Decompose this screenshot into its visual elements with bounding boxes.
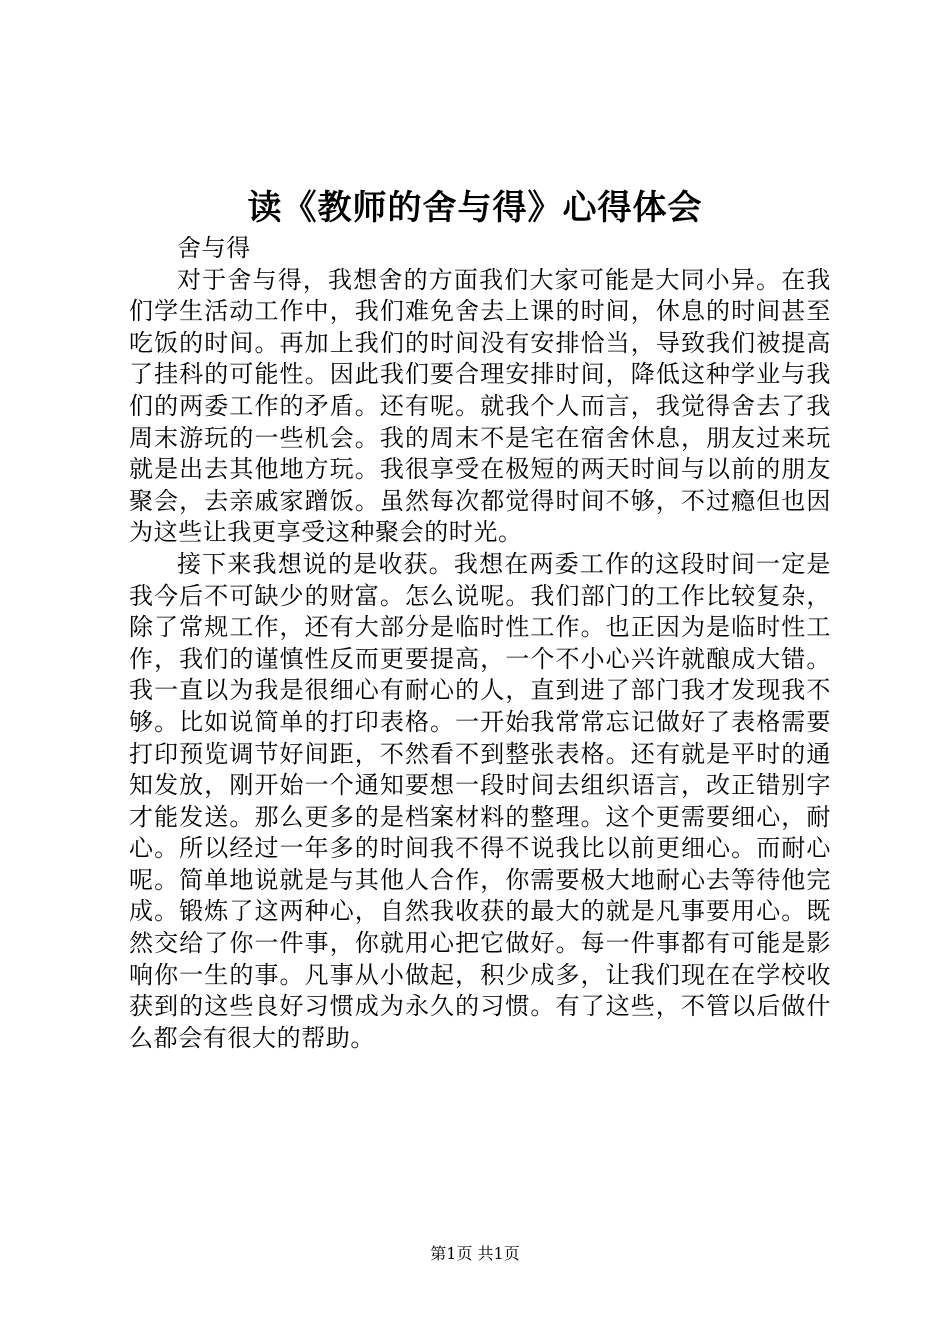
paragraph: 对于舍与得，我想舍的方面我们大家可能是大同小异。在我们学生活动工作中，我们难免舍去上课的时间，休息的时间甚至吃饭的时间。再加上我们的时间没有安排恰当，导致我们被提高了挂科的可能性。因此我们要合理安排时间，降低这种学业与我们的两委工作的矛盾。还有呢。就我个人而言，我觉得舍去了我周末游玩的一些机会。我的周末不是宅在宿舍休息，朋友过来玩就是出去其他地方玩。我很享受在极短的两天时间与以前的朋友聚会，去亲戚家蹭饭。虽然每次都觉得时间不够，不过瘾但也因为这些让我更享受这种聚会的时光。	[129, 265, 831, 547]
document-body	[129, 233, 831, 1054]
document-title: 读《教师的舍与得》心得体会	[247, 188, 703, 228]
paragraph: 接下来我想说的是收获。我想在两委工作的这段时间一定是我今后不可缺少的财富。怎么说呢。我们部门的工作比较复杂，除了常规工作，还有大部分是临时性工作。也正因为是临时性工作，我们的谨慎性反而更要提高，一个不小心兴许就酿成大错。我一直以为我是很细心有耐心的人，直到进了部门我才发现我不够。比如说简单的打印表格。一开始我常常忘记做好了表格需要打印预览调节好间距，不然看不到整张表格。还有就是平时的通知发放，刚开始一个通知要想一段时间去组织语言，改正错别字才能发送。那么更多的是档案材料的整理。这个更需要细心，耐心。所以经过一年多的时间我不得不说我比以前更细心。而耐心呢。简单地说就是与其他人合作，你需要极大地耐心去等待他完成。锻炼了这两种心，自然我收获的最大的就是凡事要用心。既然交给了你一件事，你就用心把它做好。每一件事都有可能是影响你一生的事。凡事从小做起，积少成多，让我们现在在学校收获到的这些良好习惯成为永久的习惯。有了这些，不管以后做什么都会有很大的帮助。	[129, 549, 831, 1052]
section-heading: 舍与得	[177, 234, 251, 262]
page-footer: 第1页 共1页	[430, 1244, 520, 1263]
